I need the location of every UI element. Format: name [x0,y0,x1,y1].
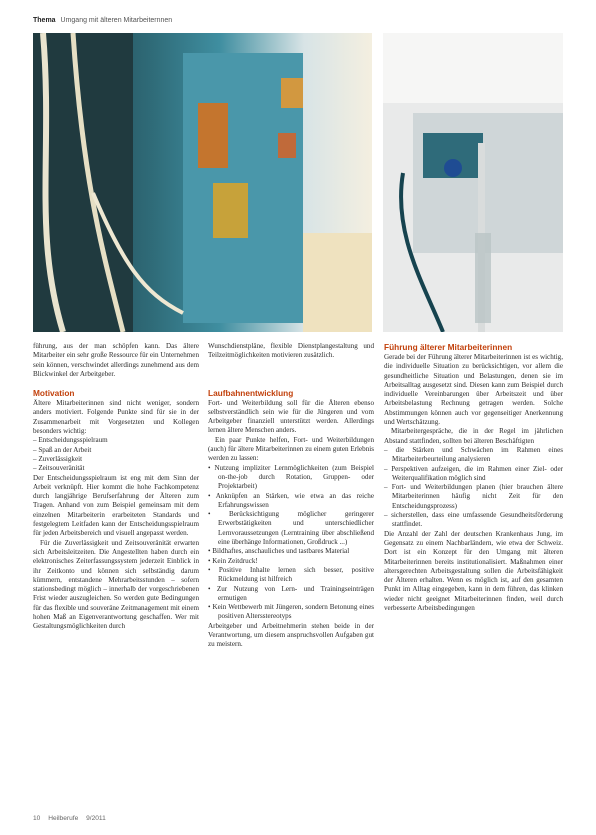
list-item: – Perspektiven aufzeigen, die im Rahmen einer Ziel- oder Weiterqualifikation möglich sind [384,465,563,484]
heading-motivation: Motivation [33,388,75,399]
col1-paragraph-2: Ältere Mitarbeiterinnen sind nicht weniger, sondern anders motiviert. Folgende Punkte sind für sie in der Zusammenarbeit mit Vorgesetzten und Kollegen besonders wichtig: [33,399,199,436]
list-item: – sicherstellen, dass eine umfassende Gesundheitsförderung stattfindet. [384,511,563,530]
list-item: – Zeitsouveränität [33,464,199,473]
page-footer [33,815,112,822]
motivation-list [33,436,199,473]
col2-paragraph-3: Ein paar Punkte helfen, Fort- und Weiterbildungen (auch) für ältere Mitarbeiterinnen zu einem guten Erlebnis werden zu lassen: [208,435,374,463]
list-item: – Spaß an der Arbeit [33,446,199,455]
issue-number: 9/2011 [86,815,106,822]
list-item: – Fort- und Weiterbildungen planen (hier brauchen ältere Mitarbeiterinnen häufig nicht Zeit für den Entscheidungsprozess) [384,483,563,511]
header-label: Thema [33,17,56,24]
col3-paragraph-2: Mitarbeitergespräche, die in der Regel im jährlichen Abstand stattfinden, sollten bei älteren Beschäftigten [384,427,563,445]
column-2 [208,342,374,650]
photo-infusion-pump [33,33,372,332]
col1-paragraph-4: Für die Zuverlässigkeit und Zeitsouveränität erwarten sich Arbeitsleitzeiten. Die Angestellten haben durch ein elektronisches Zeiterfassungssystem jederzeit Einblick in ihr Zeitkonto und können sich selbständig darum kümmern, entstandene Mehrarbeitsstunden – sofern stationsbedingt möglich – innerhalb der vorgeschriebenen Frist wieder auszugleichen. So werden gute Bedingungen für das flexible und souveräne Zeitmanagement mit einem hohen Maß an Eigenverantwortung geschaffen. Wer mit Gestaltungsmöglichkeiten durch [33,538,199,631]
training-list [208,464,374,622]
running-header [33,17,563,24]
magazine-name: Heilberufe [48,815,79,822]
list-item: • Berücksichtigung möglicher geringerer Erwerbstätigkeiten und unterschiedlicher Lernvoraussetzungen (Lerntraining über abschließend eine überhänge Informationen, Großdruck ...) [208,510,374,547]
column-3 [384,342,563,613]
col3-paragraph-3: Die Anzahl der Zahl der deutschen Krankenhaus Jung, im Gegensatz zu einem Nachbarländern, wie etwa der Schweiz. Dort ist ein Konzept für den Umgang mit älteren Mitarbeiterinnen bereits institutionalisiert. Maßnahmen einer altersgerechten Arbeitsgestaltung sollen die Arbeitsfähigkeit der Älteren erhalten. Wenn es möglich ist, auf den gesamten Punkt im Alltag eingegeben, kann in dem führen, das klinken wieder nicht geeignet Mitarbeiterinnen finden, weil durch verbesserte Arbeitsbedingungen [384,529,563,613]
list-item: • Nutzung impliziter Lernmöglichkeiten (zum Beispiel on-the-job durch Rotation, Gruppen- oder Projektarbeit) [208,464,374,492]
col1-paragraph-3: Der Entscheidungsspielraum ist eng mit dem Sinn der Arbeit verknüpft. Hier kommt die hohe Fachkompetenz durch langjährige Berufserfahrung der Älteren zum Tragen. Anhand von zum Beispiel gemeinsam mit dem einzelnen Mitarbeiterin erarbeiteten Standards und festgelegtem Leitfaden kann der Entscheidungsspielraum für jeden Arbeitsbereich und visuell angepasst werden. [33,473,199,538]
col2-paragraph-1: Wunschdienstpläne, flexible Dienstplangestaltung und Teilzeitmöglichkeiten motivieren zusätzlich. [208,342,374,360]
page-number: 10 [33,815,41,822]
column-1 [33,342,199,632]
col2-paragraph-2: Fort- und Weiterbildung soll für die Älteren ebenso selbstverständlich sein wie für die Jüngeren und vom Arbeitgeber finanziell unterstützt werden. Allerdings lernen ältere Menschen anders. [208,398,374,435]
list-item: – Entscheidungsspielraum [33,436,199,445]
list-item: • Kein Zeitdruck! [208,557,374,566]
list-item: • Positive Inhalte lernen sich besser, positive Rückmeldung ist hilfreich [208,566,374,585]
list-item: – Zuverlässigkeit [33,455,199,464]
col3-paragraph-1: Gerade bei der Führung älterer Mitarbeiterinnen ist es wichtig, die individuelle Situation zu berücksichtigen, vor allem die gesundheitliche Situation und Belastungen, denen sie im Arbeitsalltag ausgesetzt sind. Diesen kann zum Beispiel durch individuelle Vereinbarungen über Arbeitszeit und über Arbeitsbelastung Rechnung getragen werden. Solche Abstimmungen können auch vor gegenseitiger Anerkennung und Wertschätzung. [384,353,563,427]
list-item: – die Stärken und Schwächen im Rahmen eines Mitarbeiterbeurteilung analysieren [384,446,563,465]
list-item: • Bildhaftes, anschauliches und tastbares Material [208,547,374,556]
list-item: • Kein Wettbewerb mit Jüngeren, sondern Betonung eines positiven Altersstereotyps [208,603,374,622]
photo-infusion-drip [383,33,563,332]
col1-paragraph-1: führung, aus der man schöpfen kann. Das ältere Mitarbeiter ein sehr große Ressource für ein Unternehmen sein können, verschwindet allerdings zunehmend aus dem Blickwinkel der Arbeitgeber. [33,342,199,378]
list-item: • Anknüpfen an Stärken, wie etwa an das reiche Erfahrungswissen [208,492,374,511]
heading-fuehrung: Führung älterer Mitarbeiterinnen [384,342,513,352]
review-list [384,446,563,530]
heading-laufbahnentwicklung: Laufbahnentwicklung [208,387,294,398]
header-topic: Umgang mit älteren Mitarbeiternnen [60,17,173,24]
col2-paragraph-4: Arbeitgeber und Arbeitnehmerin stehen beide in der Verantwortung, um diesem anspruchsvollen Aufgaben gut zu meistern. [208,621,374,649]
list-item: • Zur Nutzung von Lern- und Trainingseinträgen ermutigen [208,585,374,604]
